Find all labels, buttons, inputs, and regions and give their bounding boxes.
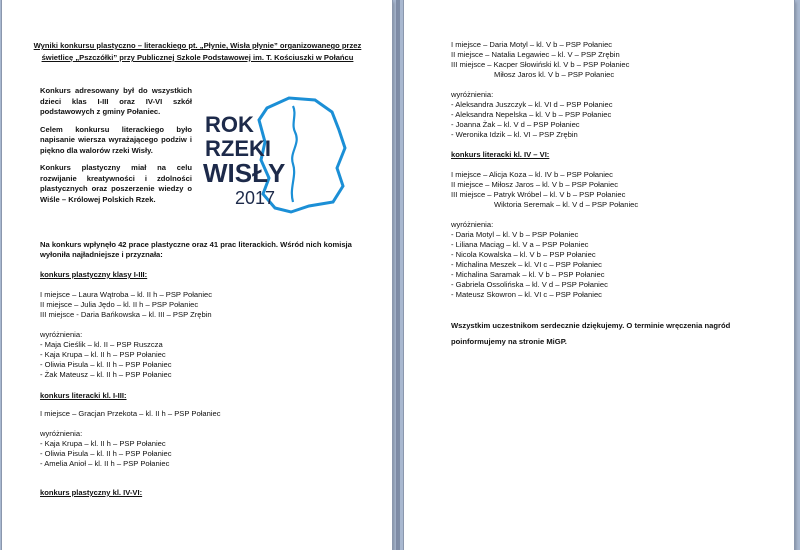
honor-item: - Kaja Krupa – kl. II h – PSP Połaniec (40, 350, 166, 359)
honor-item: - Żak Mateusz – kl. II h – PSP Połaniec (40, 370, 172, 379)
closing-line-2: poinformujemy na stronie MiGP. (451, 337, 567, 346)
title-line-2: świetlicę „Pszczółki” przy Publicznej Szkole Podstawowej im. T. Kościuszki w Połańcu (41, 53, 354, 62)
award-second-place: II miejsce – Natalia Legawiec – kl. V – PSP Zrębin (451, 50, 620, 59)
honors-label: wyróżnienia: (40, 429, 83, 438)
honor-item: - Kaja Krupa – kl. II h – PSP Połaniec (40, 439, 166, 448)
award-first-place: I miejsce – Laura Wątroba – kl. II h – PSP Połaniec (40, 290, 213, 299)
summary (40, 240, 352, 260)
honor-item: - Michalina Meszek – kl. VI c – PSP Połaniec (451, 260, 602, 269)
award-first-place: I miejsce – Daria Motyl – kl. V b – PSP Połaniec (451, 40, 613, 49)
award-second-place: II miejsce – Julia Jędo – kl. II h – PSP Połaniec (40, 300, 199, 309)
title-line-1: Wyniki konkursu plastyczno – literackiego pt. „Płynie, Wisła płynie” organizowanego przez (33, 41, 362, 50)
honor-item: - Liliana Maciąg – kl. V a – PSP Połaniec (451, 240, 589, 249)
honor-item: - Michalina Saramak – kl. V b – PSP Połaniec (451, 270, 605, 279)
section-heading: konkurs plastyczny kl. IV-VI: (40, 488, 143, 497)
summary-line-1: Na konkurs wpłynęło 42 prace plastyczne oraz 41 prac literackich. Wśród nich komisja (40, 240, 352, 249)
intro-section (40, 86, 192, 212)
document-title (20, 40, 375, 64)
honor-item: - Oliwia Pisula – kl. II h – PSP Połaniec (40, 449, 172, 458)
award-third-place: III miejsce – Patryk Wróbel – kl. V b – PSP Połaniec (451, 190, 626, 199)
section-heading: konkurs literacki kl. IV – VI: (451, 150, 550, 159)
logo-text-rzeki: RZEKI (205, 136, 271, 161)
honor-item: - Gabriela Ossolińska – kl. V d – PSP Połaniec (451, 280, 608, 289)
honor-item: - Weronika Idzik – kl. VI – PSP Zrębin (451, 130, 578, 139)
honor-item: - Nicola Kowalska – kl. V b – PSP Połaniec (451, 250, 596, 259)
award-third-place: III miejsce – Kacper Słowiński kl. V b – PSP Połaniec (451, 60, 630, 69)
art-grades-4-6-heading-block (40, 488, 142, 498)
honor-item: - Aleksandra Juszczyk – kl. VI d – PSP Połaniec (451, 100, 613, 109)
page-gutter (396, 0, 400, 550)
intro-paragraph-3: Konkurs plastyczny miał na celu rozwijanie kreatywności i zdolności plastycznych oraz poszerzenie wiedzy o Wiśle – Królowej Polskich Rzek. (40, 163, 192, 204)
honor-item: - Oliwia Pisula – kl. II h – PSP Połaniec (40, 360, 172, 369)
honor-item: - Aleksandra Nepelska – kl. V b – PSP Połaniec (451, 110, 612, 119)
honor-item: - Daria Motyl – kl. V b – PSP Połaniec (451, 230, 579, 239)
award-second-place: II miejsce – Miłosz Jaros – kl. V b – PSP Połaniec (451, 180, 618, 189)
honor-item: - Amelia Anioł – kl. II h – PSP Połaniec (40, 459, 170, 468)
closing-note (451, 318, 773, 350)
document-page-2[interactable] (404, 0, 794, 550)
intro-paragraph-1: Konkurs adresowany był do wszystkich dzieci klas I-III oraz IV-VI szkół podstawowych z gminy Połaniec. (40, 86, 192, 116)
literary-grades-4-6-section (451, 150, 638, 300)
logo-text-wisly: WISŁY (203, 158, 286, 188)
vistula-river-line (292, 106, 297, 202)
award-first-place: I miejsce – Gracjan Przekota – kl. II h – PSP Połaniec (40, 409, 221, 418)
section-heading: konkurs plastyczny klasy I-III: (40, 270, 148, 279)
honor-item: - Joanna Żak – kl. V d – PSP Połaniec (451, 120, 580, 129)
closing-line-1: Wszystkim uczestnikom serdecznie dziękujemy. O terminie wręczenia nagród (451, 321, 731, 330)
intro-paragraph-2: Celem konkursu literackiego było napisanie wiersza wyrażającego podziw i piękno dla walorów rzeki Wisły. (40, 124, 192, 155)
art-grades-4-6-section (451, 40, 629, 140)
section-heading: konkurs literacki kl. I-III: (40, 391, 127, 400)
honor-item: - Maja Cieślik – kl. II – PSP Ruszcza (40, 340, 163, 349)
honor-item: - Mateusz Skowron – kl. VI c – PSP Połaniec (451, 290, 602, 299)
literary-grades-1-3-section (40, 391, 221, 469)
honors-label: wyróżnienia: (451, 90, 494, 99)
award-third-place-shared: Miłosz Jaros kl. V b – PSP Połaniec (494, 70, 615, 79)
honors-label: wyróżnienia: (451, 220, 494, 229)
art-grades-1-3-section (40, 270, 212, 380)
honors-label: wyróżnienia: (40, 330, 83, 339)
summary-line-2: wyłoniła najładniejsze i przyznała: (40, 250, 163, 259)
document-page-1[interactable] (2, 0, 392, 550)
rok-rzeki-wisly-logo (197, 90, 357, 215)
logo-text-rok: ROK (205, 112, 254, 137)
logo-graphic (197, 90, 357, 215)
award-third-place-shared: Wiktoria Seremak – kl. V d – PSP Połaniec (494, 200, 639, 209)
award-first-place: I miejsce – Alicja Koza – kl. IV b – PSP Połaniec (451, 170, 613, 179)
award-third-place: III miejsce - Daria Bańkowska – kl. III – PSP Zrębin (40, 310, 212, 319)
logo-year: 2017 (235, 188, 276, 208)
